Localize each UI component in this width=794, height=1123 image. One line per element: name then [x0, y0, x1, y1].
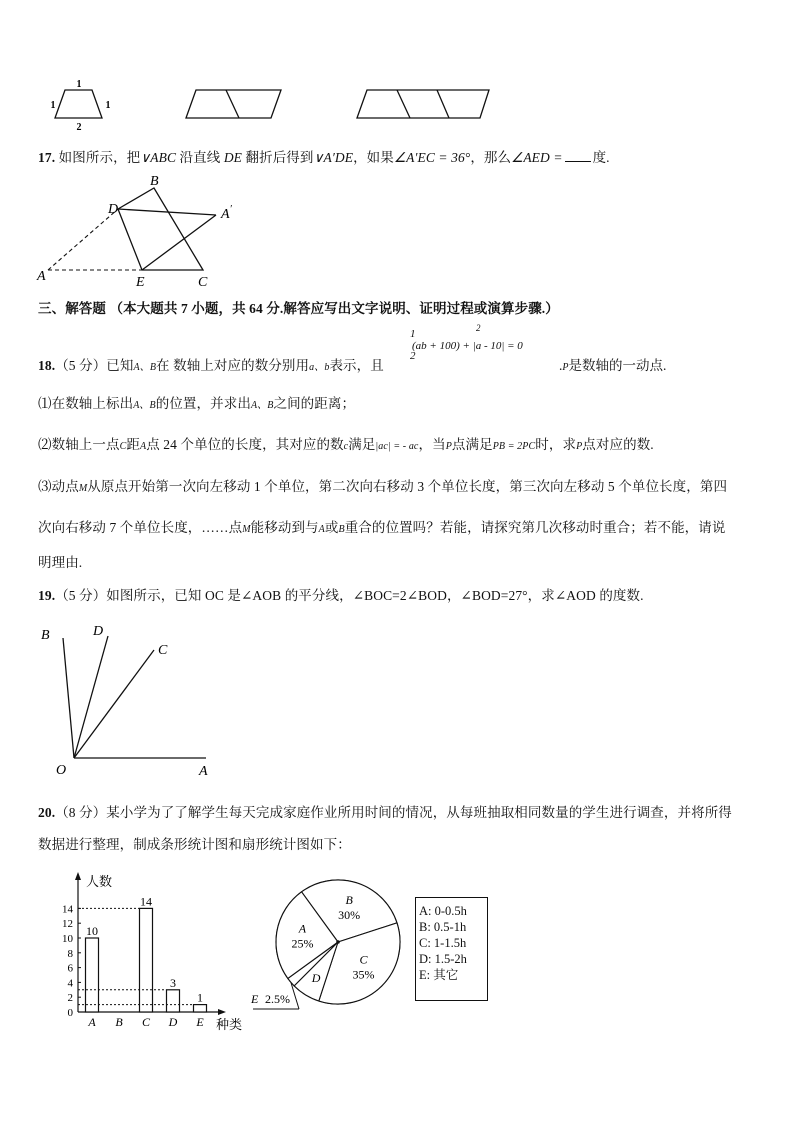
- label-A: A: [37, 269, 46, 284]
- label-D: D: [108, 202, 119, 217]
- y-tick-label: 8: [67, 947, 73, 960]
- x-axis-arrow: [218, 1009, 226, 1015]
- pie-percent-B: 30%: [338, 907, 361, 922]
- answer-blank[interactable]: [565, 161, 591, 162]
- bar-data-label: 3: [170, 975, 176, 990]
- pie-label-E: E: [251, 992, 259, 1006]
- q18-number: 18.: [38, 358, 56, 373]
- legend-item: D: 1.5-2h: [419, 952, 467, 966]
- y-tick-label: 6: [67, 962, 73, 975]
- label-O: O: [56, 763, 67, 778]
- q17-text: 17. 如图所示，把∨ABC 沿直线 DE 翻折后得到∨A′DE，如果∠A′EC = 36°，那么∠AED = 度.: [38, 150, 610, 165]
- pie-percent-A: 25%: [291, 936, 314, 951]
- label-B: B: [150, 174, 159, 189]
- trapezoid-figure: [50, 80, 120, 132]
- y-tick-label: 12: [62, 918, 73, 931]
- label-B: B: [41, 628, 50, 643]
- q18-part3-line1: ⑶动点M从原点开始第一次向左移动 1 个单位，第二次向右移动 3 个单位长度，第三次向左移动 5 个单位长度，第四: [38, 479, 728, 494]
- x-tick-label: A: [88, 1015, 96, 1029]
- q20-text-line1: 20.（8 分）某小学为了了解学生每天完成家庭作业所用时间的情况，从每班抽取相同数量的学生进行调查，并将所得: [38, 805, 732, 820]
- bar-E: [194, 1005, 207, 1012]
- q18-part1: ⑴在数轴上标出A、B的位置，并求出A、B之间的距离；: [38, 396, 356, 411]
- trap-left-label: 1: [50, 100, 56, 111]
- pie-center: [336, 940, 340, 944]
- y-tick-label: 2: [67, 992, 73, 1005]
- y-tick-label: 14: [62, 903, 73, 916]
- x-tick-label: C: [141, 1015, 151, 1029]
- q18-part2: ⑵数轴上一点C距A点 24 个单位的长度，其对应的数c满足|ac| = - ac，当P点满足PB = 2PC时，求P点对应的数.: [38, 437, 654, 452]
- pie-percent-C: 35%: [352, 967, 375, 982]
- q20-number: 20.: [38, 805, 56, 820]
- legend-item: B: 0.5-1h: [419, 920, 467, 934]
- legend-box: [415, 897, 488, 1001]
- pie-chart: [245, 870, 405, 1020]
- label-C: C: [158, 643, 168, 658]
- q20-text-line2: 数据进行整理，制成条形统计图和扇形统计图如下：: [38, 837, 351, 852]
- trap-right-label: 1: [105, 100, 111, 111]
- section-title: 三、解答题 （本大题共 7 小题，共 64 分.解答应写出文字说明、证明过程或演算步骤.）: [38, 301, 559, 316]
- legend-item: A: 0-0.5h: [419, 904, 467, 918]
- x-axis-title: 种类: [216, 1017, 243, 1032]
- pie-percent-E: 2.5%: [265, 992, 290, 1006]
- q18-intro: 18.（5 分）已知A、B在 数轴上对应的数分别用a、b表示，且: [38, 358, 384, 373]
- legend-item: E: 其它: [419, 968, 459, 982]
- y-tick-label: 0: [67, 1007, 73, 1019]
- pie-label-B: B: [345, 892, 353, 907]
- label-A: A: [199, 764, 208, 779]
- y-axis-title: 人数: [86, 874, 113, 889]
- bar-data-label: 14: [140, 894, 152, 909]
- bar-data-label: 10: [86, 924, 98, 938]
- q18-equation: 1 2 (ab + 100) + |a - 10| = 0 2: [410, 323, 523, 362]
- bar-data-label: 1: [197, 990, 203, 1005]
- bar-D: [167, 990, 180, 1012]
- q18-intro-end: .P是数轴的一动点.: [559, 358, 667, 373]
- trap-top-label: 1: [76, 79, 82, 90]
- trap-bottom-label: 2: [76, 122, 82, 133]
- y-tick-label: 10: [62, 933, 73, 945]
- two-trapezoid-figure: [186, 88, 286, 122]
- q17-number: 17.: [38, 150, 56, 165]
- bar-chart: [50, 868, 260, 1034]
- q17-figure: [36, 172, 256, 290]
- label-A-prime: A′: [221, 204, 232, 222]
- x-tick-label: D: [168, 1015, 178, 1029]
- pie-label-A: A: [298, 921, 307, 936]
- three-trapezoid-figure: [357, 88, 497, 122]
- pie-label-C: C: [359, 952, 368, 967]
- y-axis-arrow: [75, 872, 81, 880]
- q19-figure: [36, 620, 226, 780]
- bar-C: [140, 908, 153, 1012]
- q19-number: 19.: [38, 588, 56, 603]
- label-C: C: [198, 275, 208, 290]
- q18-part3-line3: 明理由.: [38, 555, 83, 570]
- x-tick-label: B: [115, 1015, 123, 1029]
- x-tick-label: E: [196, 1015, 204, 1029]
- q19-text: 19.（5 分）如图所示，已知 OC 是∠AOB 的平分线，∠BOC=2∠BOD，∠BOD=27°，求∠AOD 的度数.: [38, 588, 644, 603]
- legend-item: C: 1-1.5h: [419, 936, 467, 950]
- y-tick-label: 4: [67, 977, 73, 990]
- label-D: D: [93, 624, 104, 639]
- pie-label-D: D: [311, 970, 321, 985]
- q18-part3-line2: 次向右移动 7 个单位长度，……点M能移动到与A或B重合的位置吗？若能，请探究第几次移动时重合；若不能，请说: [38, 520, 726, 535]
- bar-A: [86, 938, 99, 1012]
- label-E: E: [136, 275, 145, 290]
